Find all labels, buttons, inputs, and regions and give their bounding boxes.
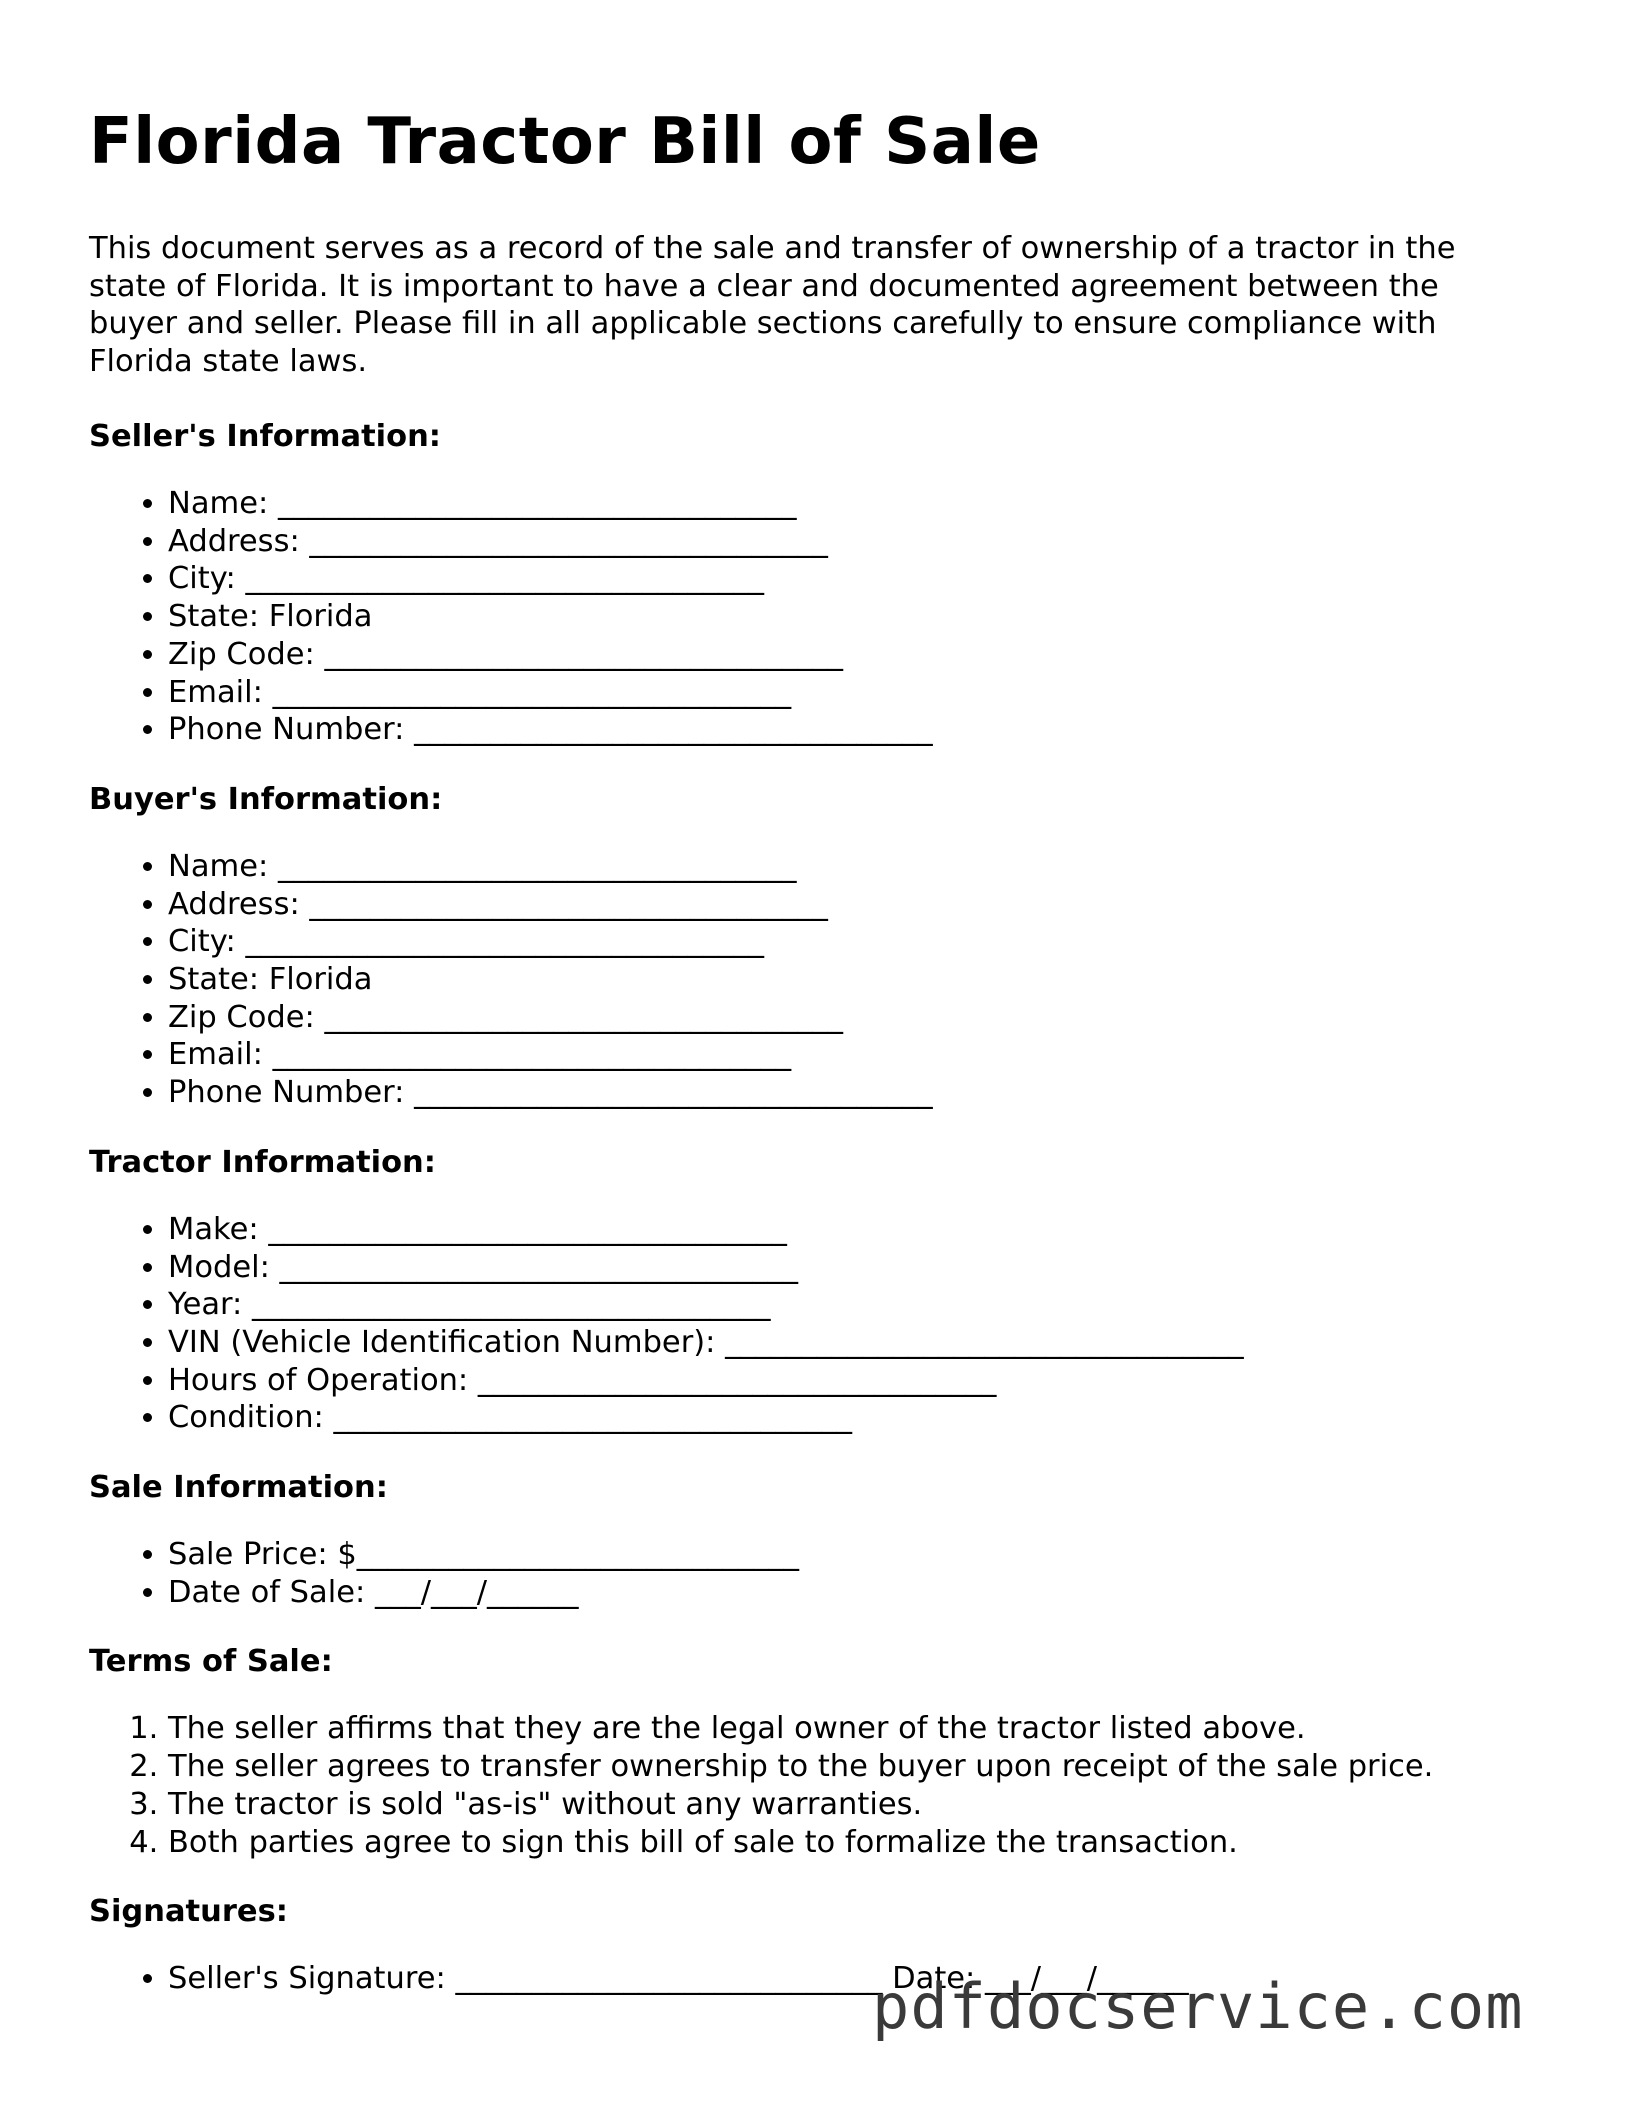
document-title: Florida Tractor Bill of Sale: [89, 105, 1041, 179]
sale-heading: Sale Information:: [89, 1470, 388, 1506]
term-item: 2. The seller agrees to transfer ownership to the buyer upon receipt of the sale price.: [168, 1748, 1549, 1786]
tractor-list: [89, 1211, 1549, 1437]
term-item: 4. Both parties agree to sign this bill of sale to formalize the transaction.: [168, 1824, 1549, 1862]
buyer-address-field: • Address: __________________________________: [168, 886, 1549, 924]
buyer-city-field: • City: __________________________________: [168, 923, 1549, 961]
tractor-vin-field: • VIN (Vehicle Identification Number): __________________________________: [168, 1324, 1549, 1362]
term-item: 1. The seller affirms that they are the legal owner of the tractor listed above.: [168, 1710, 1549, 1748]
tractor-year-field: • Year: __________________________________: [168, 1286, 1549, 1324]
seller-heading: Seller's Information:: [89, 419, 441, 454]
buyer-name-field: • Name: __________________________________: [168, 848, 1549, 886]
signatures-heading: Signatures:: [89, 1894, 288, 1930]
intro-paragraph: This document serves as a record of the sale and transfer of ownership of a tractor in the state of Florida. It is important to have a clear and documented agreement between the buyer and seller. Please fill in all applicable sections carefully to ensure compliance with Florida state laws.: [89, 231, 1456, 379]
sale-price-field: • Sale Price: $_____________________________: [168, 1536, 1549, 1574]
seller-address-field: • Address: __________________________________: [168, 523, 1549, 561]
seller-email-field: • Email: __________________________________: [168, 674, 1549, 712]
seller-list: [89, 485, 1549, 749]
tractor-heading: Tractor Information:: [89, 1144, 436, 1180]
buyer-heading: Buyer's Information:: [89, 781, 443, 817]
buyer-state-field: • State: Florida: [168, 961, 1549, 999]
tractor-model-field: • Model: __________________________________: [168, 1249, 1549, 1287]
buyer-phone-field: • Phone Number: __________________________________: [168, 1074, 1549, 1112]
terms-heading: Terms of Sale:: [89, 1644, 333, 1680]
seller-phone-field: • Phone Number: __________________________________: [168, 711, 1549, 749]
tractor-hours-field: • Hours of Operation: __________________________________: [168, 1362, 1549, 1400]
term-item: 3. The tractor is sold "as-is" without any warranties.: [168, 1786, 1549, 1824]
tractor-make-field: • Make: __________________________________: [168, 1211, 1549, 1249]
seller-state-field: • State: Florida: [168, 598, 1549, 636]
sale-date-field: • Date of Sale: ___/___/______: [168, 1574, 1549, 1612]
buyer-email-field: • Email: __________________________________: [168, 1036, 1549, 1074]
watermark: pdfdocservice.com: [872, 1970, 1524, 2043]
buyer-list: [89, 848, 1549, 1112]
sale-list: [89, 1536, 1549, 1611]
seller-name-field: • Name: __________________________________: [168, 485, 1549, 523]
terms-list: [89, 1710, 1549, 1861]
buyer-zip-field: • Zip Code: __________________________________: [168, 999, 1549, 1037]
seller-signature-field: • Seller's Signature: ____________________________ Date: ___/___/______: [168, 1960, 1549, 1998]
document-page: [89, 105, 1549, 2030]
seller-zip-field: • Zip Code: __________________________________: [168, 636, 1549, 674]
seller-city-field: • City: __________________________________: [168, 560, 1549, 598]
tractor-condition-field: • Condition: __________________________________: [168, 1399, 1549, 1437]
